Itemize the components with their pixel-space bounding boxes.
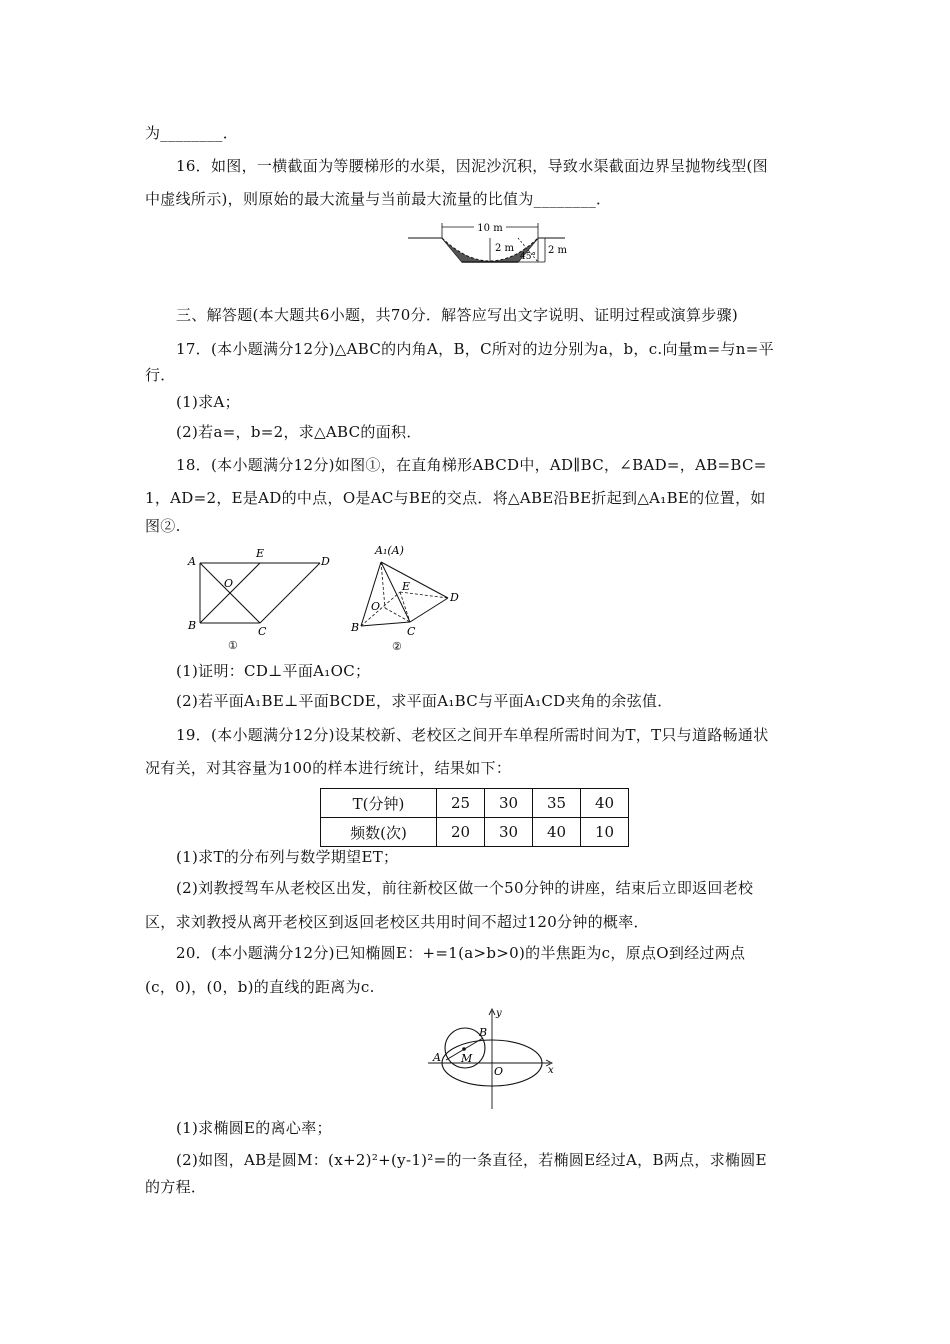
problem-19-line-1: 19．(本小题满分12分)设某校新、老校区之间开车单程所需时间为T，T只与道路畅通状 (176, 726, 769, 744)
problem-18-line-3: 图②. (145, 517, 181, 535)
problem-19-part-1: (1)求T的分布列与数学期望ET； (176, 848, 399, 866)
problem-18-part-2: (2)若平面A₁BE⊥平面BCDE，求平面A₁BC与平面A₁CD夹角的余弦值． (176, 692, 673, 710)
label-A: A (433, 1051, 441, 1064)
label-B: B (351, 621, 360, 634)
depth-label: 2 m (495, 243, 515, 254)
problem-19-part-2-line-1: (2)刘教授驾车从老校区出发，前往新校区做一个50分钟的讲座，结束后立即返回老校 (176, 879, 754, 897)
angle-label: 45° (520, 252, 536, 262)
label-M: M (461, 1052, 473, 1065)
table-row (321, 789, 629, 818)
problem-19-part-2-line-2: 区，求刘教授从离开老校区到返回老校区共用时间不超过120分钟的概率． (145, 913, 649, 931)
width-label: 10 m (477, 223, 503, 234)
figure-18-1 (184, 545, 334, 653)
problem-20-part-1: (1)求椭圆E的离心率； (176, 1119, 332, 1137)
caption-1: ① (228, 639, 238, 652)
problem-17-line-2: 行． (145, 366, 176, 384)
problem-19-line-2: 况有关，对其容量为100的样本进行统计，结果如下： (145, 759, 512, 777)
problem-16-line-1: 16．如图，一横截面为等腰梯形的水渠，因泥沙沉积，导致水渠截面边界呈抛物线型(图 (176, 157, 768, 175)
label-A1: A₁(A) (375, 544, 404, 557)
problem-17-part-1: (1)求A； (176, 393, 240, 411)
problem-18-line-2: 1，AD=2，E是AD的中点，O是AC与BE的交点．将△ABE沿BE折起到△A₁BE的位置，如 (145, 489, 766, 507)
caption-2: ② (392, 640, 402, 652)
row-header: T(分钟) (321, 789, 437, 818)
figure-18-2 (344, 540, 464, 652)
label-C: C (407, 625, 416, 638)
side-label: 2 m (548, 245, 568, 256)
section-3-heading: 三、解答题(本大题共6小题，共70分．解答应写出文字说明、证明过程或演算步骤) (176, 306, 739, 324)
problem-20-line-2: (c，0)，(0，b)的直线的距离为c. (145, 978, 375, 996)
label-C: C (258, 625, 267, 638)
table-cell: 40 (581, 789, 629, 818)
label-D: D (321, 555, 330, 568)
table-cell: 25 (437, 789, 485, 818)
label-O: O (371, 600, 381, 613)
problem-17-line-1: 17．(本小题满分12分)△ABC的内角A，B，C所对的边分别为a，b，c.向量m=与n=平 (176, 340, 774, 358)
problem-17-part-2: (2)若a=，b=2，求△ABC的面积． (176, 423, 422, 441)
problem-20-part-2-line-2: 的方程． (145, 1178, 207, 1196)
label-x: x (548, 1065, 554, 1076)
table-cell: 35 (533, 789, 581, 818)
row-header: 频数(次) (321, 818, 437, 847)
table-cell: 30 (485, 818, 533, 847)
text-line: 为________． (145, 124, 239, 142)
label-E: E (256, 547, 265, 560)
problem-18-line-1: 18．(本小题满分12分)如图①，在直角梯形ABCD中，AD∥BC，∠BAD=，AB=BC= (176, 456, 767, 474)
problem-20-line-1: 20．(本小题满分12分)已知椭圆E：+=1(a>b>0)的半焦距为c，原点O到经过两点 (176, 944, 746, 962)
label-E: E (402, 580, 411, 593)
figure-20-ellipse (424, 1003, 564, 1113)
problem-18-part-1: (1)证明：CD⊥平面A₁OC； (176, 662, 371, 680)
label-O: O (224, 577, 234, 590)
label-y: y (496, 1008, 502, 1019)
label-B: B (188, 619, 197, 632)
frequency-table (320, 788, 629, 847)
label-D: D (450, 591, 459, 604)
label-O: O (494, 1065, 504, 1078)
label-B: B (479, 1026, 488, 1039)
figure-16-canal (400, 218, 590, 270)
table-cell: 30 (485, 789, 533, 818)
problem-16-line-2: 中虚线所示)，则原始的最大流量与当前最大流量的比值为________． (145, 190, 612, 208)
problem-20-part-2-line-1: (2)如图，AB是圆M：(x+2)²+(y-1)²=的一条直径，若椭圆E经过A，B两点，求椭圆E (176, 1151, 767, 1169)
table-row (321, 818, 629, 847)
table-cell: 10 (581, 818, 629, 847)
label-A: A (188, 555, 196, 568)
table-cell: 20 (437, 818, 485, 847)
table-cell: 40 (533, 818, 581, 847)
